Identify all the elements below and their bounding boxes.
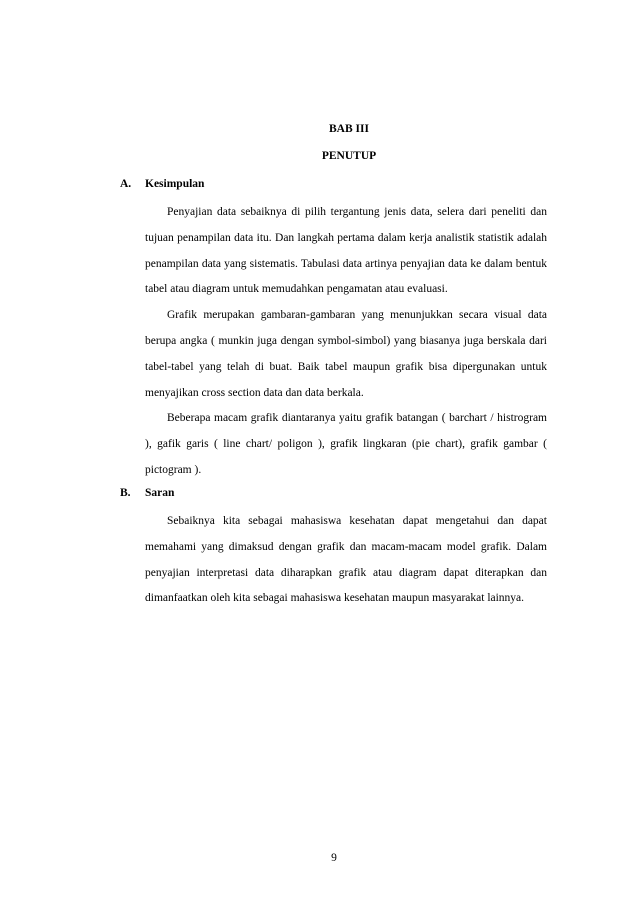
paragraph: Sebaiknya kita sebagai mahasiswa kesehatan dapat mengetahui dan dapat memahami yang dimaksud dengan grafik dan macam-macam model grafik. Dalam penyajian interpretasi data diharapkan grafik atau diagram dapat diterapkan dan dimanfaatkan oleh kita sebagai mahasiswa kesehatan maupun masyarakat lainnya. — [145, 515, 547, 605]
section-body-kesimpulan — [145, 200, 547, 484]
paragraph: Grafik merupakan gambaran-gambaran yang menunjukkan secara visual data berupa angka ( munkin juga dengan symbol-simbol) yang biasanya juga berskala dari tabel-tabel yang telah di buat. Baik tabel maupun grafik bisa dipergunakan untuk menyajikan cross section data dan data berkala. — [145, 309, 547, 399]
section-body-saran — [145, 509, 547, 612]
section-title: Saran — [145, 487, 175, 499]
paragraph: Penyajian data sebaiknya di pilih tergantung jenis data, selera dari peneliti dan tujuan penampilan data itu. Dan langkah pertama dalam kerja analistik statistik adalah penampilan data yang sistematis. Tabulasi data artinya penyajian data ke dalam bentuk tabel atau diagram untuk memudahkan pengamatan atau evaluasi. — [145, 206, 547, 296]
chapter-title: PENUTUP — [321, 150, 377, 162]
section-letter: B. — [120, 487, 131, 499]
page-number: 9 — [331, 852, 337, 864]
section-heading-kesimpulan — [120, 178, 204, 190]
section-heading-saran — [120, 487, 174, 499]
section-letter: A. — [120, 178, 132, 190]
section-title: Kesimpulan — [145, 178, 205, 190]
chapter-number: BAB III — [329, 123, 369, 135]
paragraph: Beberapa macam grafik diantaranya yaitu grafik batangan ( barchart / histrogram ), gafik garis ( line chart/ poligon ), grafik lingkaran (pie chart), grafik gambar ( pictogram ). — [145, 412, 547, 476]
